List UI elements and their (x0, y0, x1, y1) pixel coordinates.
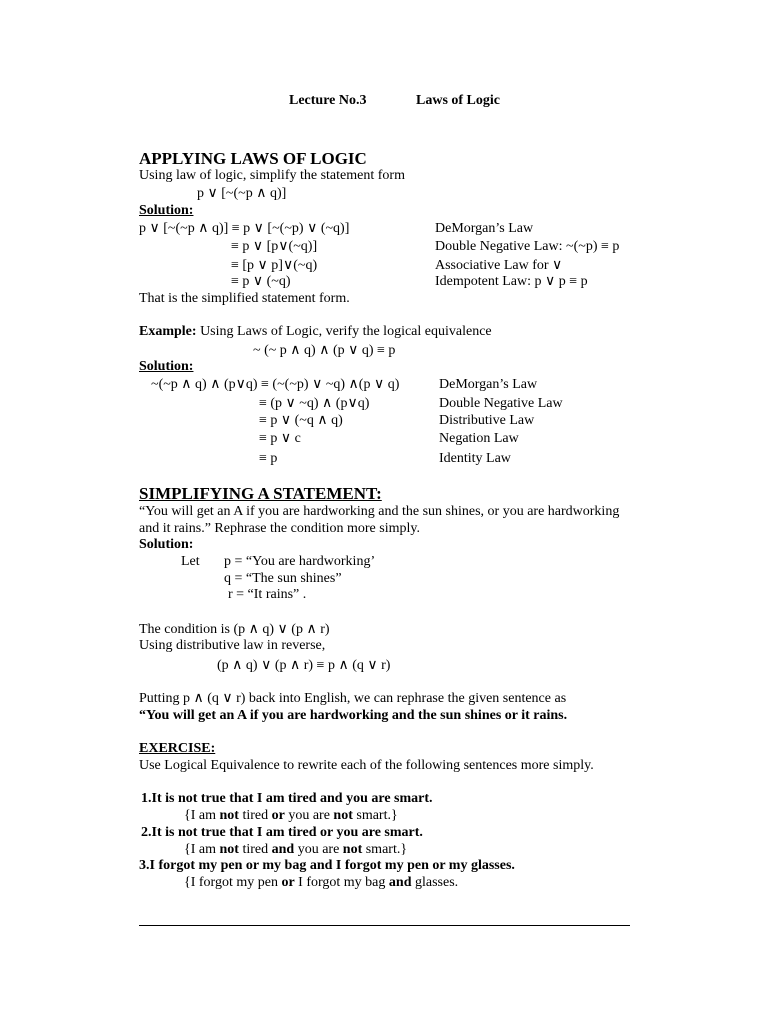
exercise-item-answer (184, 842, 407, 858)
let-label: Let (181, 554, 200, 569)
answer-segment: not (219, 808, 239, 823)
example-statement: ~ (~ p ∧ q) ∧ (p ∨ q) ≡ p (253, 343, 396, 358)
exercise-item-number: 2. (141, 825, 152, 840)
answer-segment: you are (294, 842, 343, 857)
exercise-item-number: 1. (141, 791, 152, 806)
solution-label: Solution: (139, 537, 194, 552)
section1-step-law: Associative Law for ∨ (435, 258, 563, 273)
section-heading-simplifying: SIMPLIFYING A STATEMENT: (139, 484, 382, 503)
answer-segment: or (271, 808, 285, 823)
answer-segment: {I am (184, 808, 220, 823)
lecture-topic: Laws of Logic (416, 93, 500, 108)
example-step-law: DeMorgan’s Law (439, 377, 538, 392)
section1-step-expr: ≡ [p ∨ p]∨(~q) (231, 258, 318, 273)
section1-step-expr: ≡ p ∨ (~q) (231, 274, 291, 289)
example-step-expr: ≡ (p ∨ ~q) ∧ (p∨q) (259, 396, 370, 411)
answer-segment: tired (238, 842, 272, 857)
example-step-expr: ≡ p ∨ c (259, 431, 301, 446)
exercise-item-answer (184, 875, 458, 891)
section2-quote-line2: and it rains.” Rephrase the condition more simply. (139, 521, 420, 536)
exercise-item-number: 3. (139, 858, 150, 873)
answer-segment: and (388, 875, 412, 890)
section2-quote-line1: “You will get an A if you are hardworking and the sun shines, or you are hardworking (139, 504, 620, 519)
section1-conclusion: That is the simplified statement form. (139, 291, 350, 306)
answer-segment: {I forgot my pen (184, 875, 282, 890)
section1-step-law: Double Negative Law: ~(~p) ≡ p (435, 239, 620, 254)
footer-divider (139, 925, 630, 926)
exercise-instruction: Use Logical Equivalence to rewrite each of the following sentences more simply. (139, 758, 594, 773)
variable-definition: p = “You are hardworking’ (224, 554, 376, 569)
example-intro (139, 324, 492, 340)
solution-label: Solution: (139, 359, 194, 374)
example-text: Using Laws of Logic, verify the logical equivalence (200, 324, 492, 339)
section1-statement: p ∨ [~(~p ∧ q)] (197, 186, 287, 201)
distributive-equivalence: (p ∧ q) ∨ (p ∧ r) ≡ p ∧ (q ∨ r) (217, 658, 391, 673)
variable-definition: q = “The sun shines” (224, 571, 342, 586)
section1-intro: Using law of logic, simplify the statement form (139, 168, 405, 183)
answer-segment: not (333, 808, 353, 823)
answer-segment: not (219, 842, 239, 857)
answer-segment: I forgot my bag (294, 875, 389, 890)
variable-definition: r = “It rains” . (228, 587, 307, 602)
answer-segment: and (271, 842, 295, 857)
lecture-number: Lecture No.3 (289, 93, 367, 108)
exercise-item-question (141, 791, 433, 807)
answer-segment: or (281, 875, 295, 890)
exercise-heading: EXERCISE: (139, 741, 216, 756)
exercise-item-question (141, 825, 423, 841)
rephrased-sentence: “You will get an A if you are hardworking and the sun shines or it rains. (139, 708, 568, 723)
section1-step-law: DeMorgan’s Law (435, 221, 534, 236)
answer-segment: not (342, 842, 363, 857)
exercise-item-question (139, 858, 515, 874)
example-step-law: Identity Law (439, 451, 511, 466)
example-step-expr: ≡ p ∨ (~q ∧ q) (259, 413, 343, 428)
example-step-expr: ~(~p ∧ q) ∧ (p∨q) ≡ (~(~p) ∨ ~q) ∧(p ∨ q) (151, 377, 400, 392)
distributive-note: Using distributive law in reverse, (139, 638, 326, 653)
example-step-law: Negation Law (439, 431, 519, 446)
exercise-question-text: It is not true that I am tired and you are smart. (151, 791, 433, 806)
rephrase-intro: Putting p ∧ (q ∨ r) back into English, we can rephrase the given sentence as (139, 691, 567, 706)
answer-segment: smart.} (352, 808, 398, 823)
section1-step-expr: p ∨ [~(~p ∧ q)] ≡ p ∨ [~(~p) ∨ (~q)] (139, 221, 350, 236)
answer-segment: you are (284, 808, 334, 823)
exercise-question-text: It is not true that I am tired or you are smart. (151, 825, 423, 840)
answer-segment: smart.} (362, 842, 408, 857)
example-step-expr: ≡ p (259, 451, 278, 466)
section-heading-applying-laws: APPLYING LAWS OF LOGIC (139, 149, 367, 168)
example-step-law: Distributive Law (439, 413, 535, 428)
exercise-item-answer (184, 808, 398, 824)
exercise-question-text: I forgot my pen or my bag and I forgot my pen or my glasses. (149, 858, 515, 873)
example-step-law: Double Negative Law (439, 396, 563, 411)
answer-segment: tired (238, 808, 272, 823)
solution-label: Solution: (139, 203, 194, 218)
section1-step-expr: ≡ p ∨ [p∨(~q)] (231, 239, 318, 254)
answer-segment: glasses. (411, 875, 459, 890)
example-label: Example: (139, 324, 197, 339)
section1-step-law: Idempotent Law: p ∨ p ≡ p (435, 274, 588, 289)
answer-segment: {I am (184, 842, 220, 857)
condition-statement: The condition is (p ∧ q) ∨ (p ∧ r) (139, 622, 330, 637)
